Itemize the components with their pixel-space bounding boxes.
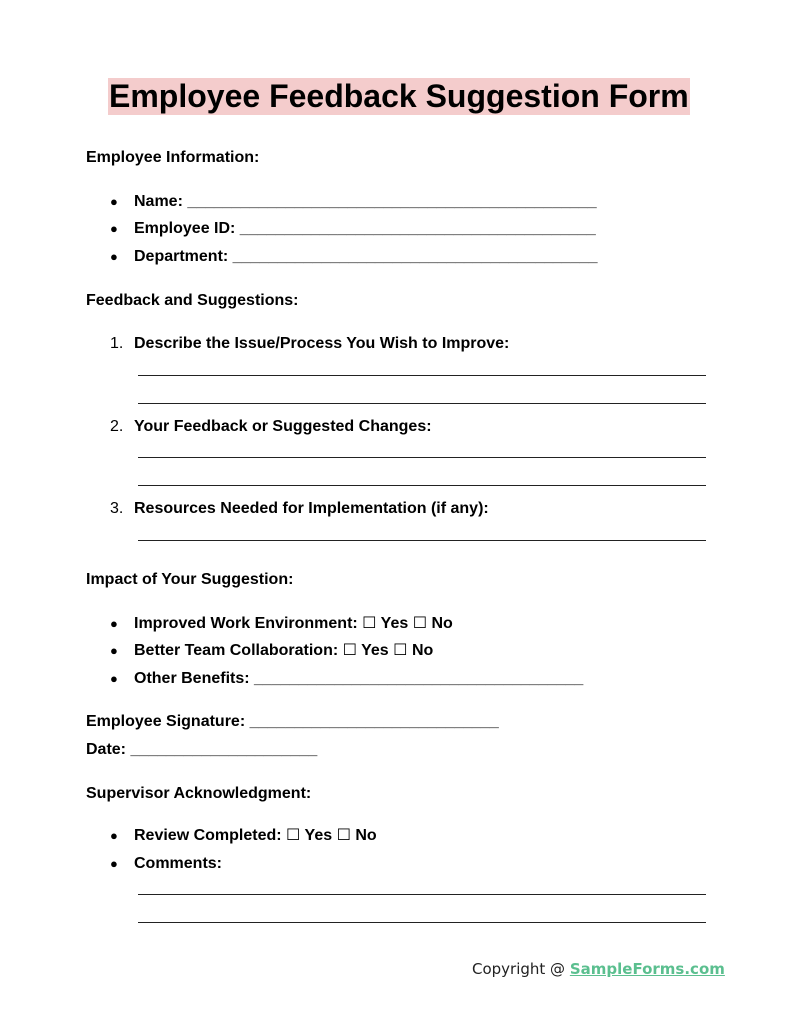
bullet-name: ●	[110, 194, 118, 209]
name-field[interactable]: Name: ______________________________________________	[134, 193, 597, 210]
sampleforms-link[interactable]: SampleForms.com	[569, 960, 725, 978]
impact-heading: Impact of Your Suggestion:	[86, 571, 294, 588]
resources-label: Resources Needed for Implementation (if any):	[134, 500, 489, 517]
comments-label: Comments:	[134, 855, 223, 872]
review-completed-checkbox-row[interactable]: Review Completed: ☐ Yes ☐ No	[134, 827, 377, 844]
bullet-team-collaboration: ●	[110, 643, 118, 658]
bullet-employee-id: ●	[110, 221, 118, 236]
issue-line-1[interactable]	[138, 375, 706, 376]
issue-label: Describe the Issue/Process You Wish to Improve:	[134, 335, 510, 352]
team-collaboration-checkbox-row[interactable]: Better Team Collaboration: ☐ Yes ☐ No	[134, 642, 434, 659]
resources-line-1[interactable]	[138, 540, 706, 541]
date-field[interactable]: Date: _____________________	[86, 741, 318, 758]
bullet-work-environment: ●	[110, 616, 118, 631]
supervisor-heading: Supervisor Acknowledgment:	[86, 785, 312, 802]
copyright-text: Copyright @	[472, 960, 570, 978]
item-number-2: 2.	[110, 418, 124, 435]
employee-id-field[interactable]: Employee ID: ________________________________________	[134, 220, 596, 237]
page-title: Employee Feedback Suggestion Form	[109, 78, 689, 114]
issue-line-2[interactable]	[138, 403, 706, 404]
bullet-review-completed: ●	[110, 828, 118, 843]
bullet-department: ●	[110, 249, 118, 264]
item-number-1: 1.	[110, 335, 124, 352]
work-environment-checkbox-row[interactable]: Improved Work Environment: ☐ Yes ☐ No	[134, 615, 453, 632]
footer-copyright	[472, 959, 725, 979]
employee-signature-field[interactable]: Employee Signature: ____________________________	[86, 713, 499, 730]
changes-line-2[interactable]	[138, 485, 706, 486]
employee-info-heading: Employee Information:	[86, 149, 260, 166]
feedback-heading: Feedback and Suggestions:	[86, 292, 299, 309]
department-field[interactable]: Department: _________________________________________	[134, 248, 598, 265]
comments-line-1[interactable]	[138, 894, 706, 895]
comments-line-2[interactable]	[138, 922, 706, 923]
suggested-changes-label: Your Feedback or Suggested Changes:	[134, 418, 432, 435]
bullet-other-benefits: ●	[110, 671, 118, 686]
bullet-comments: ●	[110, 856, 118, 871]
other-benefits-field[interactable]: Other Benefits: _____________________________________	[134, 670, 584, 687]
item-number-3: 3.	[110, 500, 124, 517]
changes-line-1[interactable]	[138, 457, 706, 458]
